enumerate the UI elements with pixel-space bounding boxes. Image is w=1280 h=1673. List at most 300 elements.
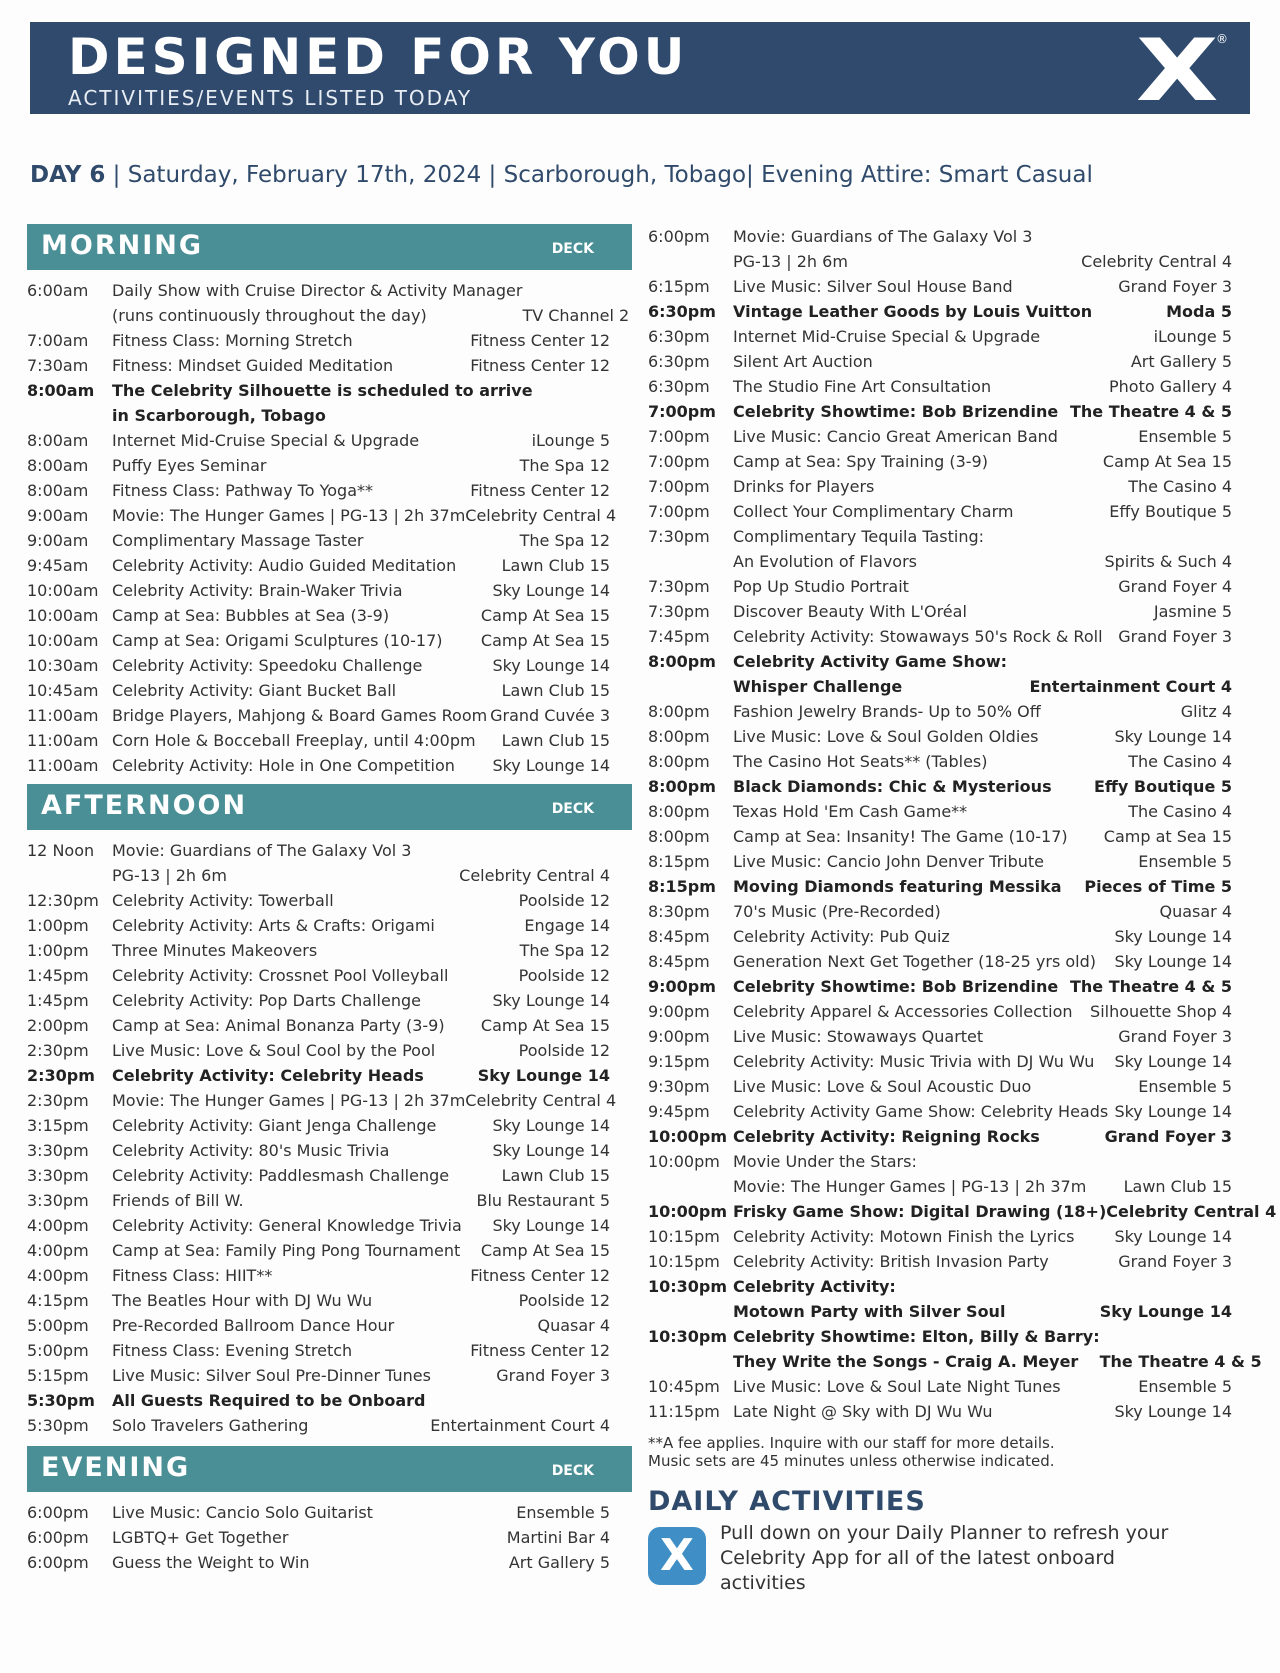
event-name	[112, 378, 610, 428]
schedule-row	[648, 924, 1232, 949]
event-time: 8:15pm	[648, 877, 716, 896]
event-time: 5:00pm	[27, 1341, 89, 1360]
event-venue: Poolside 12	[518, 891, 610, 910]
event-name-line: Celebrity Activity: Music Trivia with DJ Wu Wu	[733, 1052, 1095, 1071]
event-name	[112, 1263, 470, 1288]
event-name	[733, 224, 1081, 274]
morning-schedule	[27, 278, 632, 778]
event-name	[733, 349, 1131, 374]
schedule-row	[648, 574, 1232, 599]
event-time: 5:30pm	[27, 1416, 89, 1435]
schedule-row	[27, 378, 632, 428]
right-column	[648, 224, 1277, 1594]
event-name-line: Camp at Sea: Animal Bonanza Party (3-9)	[112, 1016, 445, 1035]
schedule-row	[27, 913, 632, 938]
event-venue: Grand Foyer 4	[1118, 577, 1232, 596]
event-name	[112, 1388, 610, 1413]
event-venue: Poolside 12	[518, 1291, 610, 1310]
event-name-line: Celebrity Activity: General Knowledge Trivia	[112, 1216, 462, 1235]
event-name	[112, 1188, 476, 1213]
event-time: 10:15pm	[648, 1252, 720, 1271]
event-time: 7:00pm	[648, 477, 710, 496]
event-name	[112, 1363, 496, 1388]
event-time: 9:45pm	[648, 1102, 710, 1121]
event-time: 6:00pm	[648, 227, 710, 246]
event-name-line: Complimentary Massage Taster	[112, 531, 364, 550]
event-time: 7:00pm	[648, 502, 710, 521]
deck-label: DECK	[551, 801, 594, 817]
event-venue: Grand Foyer 3	[1104, 1127, 1232, 1146]
event-venue: Grand Foyer 3	[1118, 627, 1232, 646]
schedule-row	[648, 1099, 1232, 1124]
event-name	[112, 1213, 492, 1238]
event-name-line: Bridge Players, Mahjong & Board Games Room	[112, 706, 488, 725]
event-venue: Sky Lounge 14	[492, 656, 610, 675]
schedule-row	[27, 988, 632, 1013]
event-time: 1:45pm	[27, 991, 89, 1010]
schedule-row	[648, 299, 1232, 324]
event-name-line: Live Music: Silver Soul House Band	[733, 277, 1013, 296]
event-time: 9:00am	[27, 506, 89, 525]
event-venue: Effy Boutique 5	[1109, 502, 1232, 521]
event-venue: Celebrity Central 4	[459, 866, 610, 885]
schedule-row	[27, 1313, 632, 1338]
event-name-line: Celebrity Activity: Stowaways 50's Rock & Roll	[733, 627, 1103, 646]
event-name	[112, 913, 524, 938]
event-time: 9:30pm	[648, 1077, 710, 1096]
event-name-line: All Guests Required to be Onboard	[112, 1391, 426, 1410]
event-name-line: Friends of Bill W.	[112, 1191, 244, 1210]
event-venue: The Theatre 4 & 5	[1099, 1352, 1262, 1371]
event-name	[733, 774, 1094, 799]
event-venue: Camp At Sea 15	[480, 1016, 610, 1035]
schedule-row	[648, 999, 1232, 1024]
event-venue: The Theatre 4 & 5	[1070, 402, 1232, 421]
schedule-row	[648, 1124, 1232, 1149]
event-venue: Camp At Sea 15	[1102, 452, 1232, 471]
event-name-line: Frisky Game Show: Digital Drawing (18+)	[733, 1202, 1107, 1221]
event-name	[733, 1274, 1100, 1324]
event-time: 12 Noon	[27, 841, 95, 860]
schedule-row	[27, 1238, 632, 1263]
event-time: 7:30pm	[648, 577, 710, 596]
schedule-row	[648, 1324, 1262, 1374]
event-venue: Entertainment Court 4	[1029, 677, 1232, 696]
schedule-row	[27, 938, 632, 963]
event-name	[733, 1399, 1114, 1424]
event-name-line: Celebrity Activity: Reigning Rocks	[733, 1127, 1040, 1146]
event-name-line: Movie: Guardians of The Galaxy Vol 3	[733, 227, 1033, 246]
event-time: 8:00pm	[648, 802, 710, 821]
section-title: MORNING	[41, 230, 204, 261]
event-venue: Quasar 4	[1159, 902, 1232, 921]
event-time: 6:30pm	[648, 377, 710, 396]
event-name	[733, 999, 1090, 1024]
schedule-row	[27, 728, 632, 753]
schedule-row	[648, 749, 1232, 774]
event-venue: Effy Boutique 5	[1094, 777, 1232, 796]
event-name-line: Discover Beauty With L'Oréal	[733, 602, 967, 621]
event-venue: Sky Lounge 14	[492, 1116, 610, 1135]
event-name-line: PG-13 | 2h 6m	[733, 252, 848, 271]
event-name-line: Daily Show with Cruise Director & Activity Manager	[112, 281, 523, 300]
event-name-line: Celebrity Apparel & Accessories Collection	[733, 1002, 1073, 1021]
event-time: 8:00pm	[648, 777, 716, 796]
header-banner	[30, 21, 1250, 121]
schedule-row	[648, 1374, 1232, 1399]
event-name-line: Camp at Sea: Spy Training (3-9)	[733, 452, 988, 471]
schedule-row	[27, 428, 632, 453]
event-venue: Ensemble 5	[1138, 852, 1232, 871]
event-name-line: Moving Diamonds featuring Messika	[733, 877, 1062, 896]
event-name-line: Celebrity Activity:	[733, 1277, 896, 1296]
event-venue: Blu Restaurant 5	[476, 1191, 610, 1210]
event-name-line: Celebrity Showtime: Elton, Billy & Barry:	[733, 1327, 1100, 1346]
event-time: 11:00am	[27, 731, 99, 750]
event-time: 4:00pm	[27, 1266, 89, 1285]
registered-mark: ®	[1216, 32, 1228, 46]
event-name-line: Whisper Challenge	[733, 677, 903, 696]
event-name	[733, 1249, 1118, 1274]
event-name	[112, 578, 492, 603]
schedule-row	[648, 524, 1232, 574]
event-name-line: Camp at Sea: Origami Sculptures (10-17)	[112, 631, 443, 650]
event-name	[112, 428, 532, 453]
event-name-line: Celebrity Showtime: Bob Brizendine	[733, 977, 1059, 996]
event-venue: Sky Lounge 14	[1114, 1402, 1232, 1421]
event-name-line: Fitness: Mindset Guided Meditation	[112, 356, 394, 375]
event-time: 8:30pm	[648, 902, 710, 921]
event-name	[733, 524, 1104, 574]
event-venue: Art Gallery 5	[508, 1553, 610, 1572]
event-venue: Sky Lounge 14	[492, 1216, 610, 1235]
event-time: 7:30am	[27, 356, 89, 375]
schedule-row	[648, 1399, 1232, 1424]
event-time: 10:45pm	[648, 1377, 720, 1396]
event-name	[733, 849, 1138, 874]
left-column	[27, 224, 632, 1575]
event-name	[733, 1374, 1138, 1399]
event-name	[112, 1238, 481, 1263]
event-name-line: Movie: The Hunger Games | PG-13 | 2h 37m	[112, 1091, 466, 1110]
page-title: DESIGNED FOR YOU	[68, 28, 689, 86]
event-name	[733, 874, 1084, 899]
event-time: 8:00am	[27, 381, 95, 400]
event-name	[733, 1324, 1100, 1374]
event-name	[112, 628, 481, 653]
event-time: 10:00pm	[648, 1152, 720, 1171]
event-venue: Grand Foyer 3	[1118, 277, 1232, 296]
section-header-afternoon	[27, 784, 632, 830]
schedule-row	[648, 974, 1232, 999]
event-name	[733, 399, 1070, 424]
event-name	[733, 1049, 1114, 1074]
event-time: 11:00am	[27, 756, 99, 775]
schedule-row	[648, 1249, 1232, 1274]
event-name	[733, 1224, 1114, 1249]
event-time: 3:30pm	[27, 1191, 89, 1210]
event-name-line: Celebrity Activity: Celebrity Heads	[112, 1066, 424, 1085]
event-name-line: Celebrity Activity: Motown Finish the Lyrics	[733, 1227, 1075, 1246]
event-time: 6:30pm	[648, 302, 716, 321]
event-venue: Grand Cuvée 3	[490, 706, 610, 725]
event-name	[112, 1413, 430, 1438]
event-name	[112, 728, 502, 753]
event-name-line: Celebrity Activity: Giant Jenga Challenge	[112, 1116, 437, 1135]
schedule-row	[27, 1388, 632, 1413]
event-name	[733, 974, 1070, 999]
schedule-row	[648, 699, 1232, 724]
event-venue: Ensemble 5	[1138, 427, 1232, 446]
event-name-line: Complimentary Tequila Tasting:	[733, 527, 985, 546]
event-time: 10:00am	[27, 631, 99, 650]
schedule-row	[27, 453, 632, 478]
daily-activities-box	[648, 1521, 1232, 1594]
event-time: 9:15pm	[648, 1052, 710, 1071]
event-name	[733, 424, 1138, 449]
event-time: 10:00am	[27, 606, 99, 625]
event-venue: Sky Lounge 14	[492, 581, 610, 600]
event-time: 7:00pm	[648, 402, 716, 421]
schedule-row	[648, 1049, 1232, 1074]
event-name-line: Celebrity Activity Game Show: Celebrity Heads	[733, 1102, 1109, 1121]
event-venue: The Spa 12	[519, 531, 610, 550]
schedule-row	[27, 1213, 632, 1238]
event-name	[112, 528, 520, 553]
daily-activities-text: Pull down on your Daily Planner to refresh your Celebrity App for all of the latest onboard activities	[720, 1522, 1169, 1594]
fee-note	[648, 1434, 1232, 1470]
schedule-row	[648, 274, 1232, 299]
event-name-line: Celebrity Activity Game Show:	[733, 652, 1008, 671]
event-time: 3:30pm	[27, 1141, 89, 1160]
event-name	[733, 1074, 1138, 1099]
event-venue: Lawn Club 15	[501, 681, 610, 700]
event-time: 5:30pm	[27, 1391, 95, 1410]
schedule-row	[648, 774, 1232, 799]
event-venue: Silhouette Shop 4	[1090, 1002, 1232, 1021]
event-name-line: Black Diamonds: Chic & Mysterious	[733, 777, 1052, 796]
schedule-row	[27, 1013, 632, 1038]
event-time: 8:00am	[27, 431, 89, 450]
event-venue: Grand Foyer 3	[496, 1366, 610, 1385]
event-name	[733, 499, 1109, 524]
event-time: 8:15pm	[648, 852, 710, 871]
event-name-line: Celebrity Showtime: Bob Brizendine	[733, 402, 1059, 421]
schedule-row	[27, 553, 632, 578]
event-time: 11:15pm	[648, 1402, 720, 1421]
event-time: 2:30pm	[27, 1066, 95, 1085]
event-name-line: Live Music: Love & Soul Late Night Tunes	[733, 1377, 1061, 1396]
event-name	[733, 1024, 1118, 1049]
event-name	[733, 724, 1114, 749]
schedule-row	[27, 753, 632, 778]
day-number: DAY 6	[30, 162, 106, 188]
event-name-line: The Celebrity Silhouette is scheduled to arrive	[112, 381, 533, 400]
event-venue: The Spa 12	[519, 456, 610, 475]
event-time: 6:00pm	[27, 1553, 89, 1572]
event-time: 5:15pm	[27, 1366, 89, 1385]
section-title: AFTERNOON	[41, 790, 248, 821]
event-venue: Grand Foyer 3	[1118, 1252, 1232, 1271]
event-name	[112, 503, 465, 528]
page-subtitle: ACTIVITIES/EVENTS LISTED TODAY	[68, 86, 473, 110]
event-time: 3:15pm	[27, 1116, 89, 1135]
event-name	[112, 888, 519, 913]
event-venue: Entertainment Court 4	[430, 1416, 610, 1435]
event-time: 7:00am	[27, 331, 89, 350]
event-name-line: (runs continuously throughout the day)	[112, 306, 427, 325]
event-venue: The Casino 4	[1128, 752, 1232, 771]
event-name-line: Celebrity Activity: Audio Guided Meditation	[112, 556, 457, 575]
event-venue: Camp at Sea 15	[1103, 827, 1232, 846]
schedule-row	[648, 624, 1232, 649]
event-name	[112, 1163, 502, 1188]
event-venue: Ensemble 5	[1138, 1377, 1232, 1396]
event-time: 6:15pm	[648, 277, 710, 296]
schedule-row	[648, 1199, 1277, 1224]
afternoon-schedule	[27, 838, 632, 1438]
schedule-row	[648, 349, 1232, 374]
event-venue: Sky Lounge 14	[1114, 727, 1232, 746]
evening-schedule-continued	[648, 224, 1277, 1424]
event-name-line: Fashion Jewelry Brands- Up to 50% Off	[733, 702, 1041, 721]
event-name	[733, 749, 1128, 774]
event-name-line: LGBTQ+ Get Together	[112, 1528, 289, 1547]
schedule-row	[27, 888, 632, 913]
event-venue: Photo Gallery 4	[1109, 377, 1232, 396]
event-time: 5:00pm	[27, 1316, 89, 1335]
event-venue: Jasmine 5	[1153, 602, 1232, 621]
event-venue: Grand Foyer 3	[1118, 1027, 1232, 1046]
event-name	[733, 799, 1128, 824]
event-name-line: Live Music: Silver Soul Pre-Dinner Tunes	[112, 1366, 431, 1385]
event-name	[112, 278, 522, 328]
event-name-line: PG-13 | 2h 6m	[112, 866, 227, 885]
event-name	[733, 949, 1114, 974]
event-name-line: Three Minutes Makeovers	[112, 941, 318, 960]
event-name-line: Internet Mid-Cruise Special & Upgrade	[112, 431, 420, 450]
schedule-row	[648, 499, 1232, 524]
event-name-line: Celebrity Activity: Arts & Crafts: Origami	[112, 916, 435, 935]
event-time: 9:00pm	[648, 1027, 710, 1046]
schedule-row	[648, 724, 1232, 749]
event-name-line: The Studio Fine Art Consultation	[733, 377, 992, 396]
event-name	[733, 274, 1118, 299]
event-name	[112, 988, 492, 1013]
event-venue: iLounge 5	[1153, 327, 1232, 346]
celebrity-app-icon: X	[648, 1527, 706, 1585]
event-time: 10:30pm	[648, 1277, 728, 1296]
schedule-row	[27, 963, 632, 988]
event-name	[733, 899, 1159, 924]
event-name-line: Puffy Eyes Seminar	[112, 456, 267, 475]
event-venue: Martini Bar 4	[506, 1528, 610, 1547]
event-venue: Celebrity Central 4	[465, 1091, 617, 1110]
schedule-row	[648, 949, 1232, 974]
event-name	[733, 574, 1118, 599]
event-name	[112, 1138, 492, 1163]
event-time: 6:00pm	[27, 1503, 89, 1522]
schedule-row	[27, 478, 632, 503]
schedule-row	[648, 399, 1232, 424]
event-name	[112, 478, 470, 503]
schedule-row	[27, 578, 632, 603]
event-venue: Celebrity Central 4	[1106, 1202, 1277, 1221]
event-name-line: Celebrity Activity: Hole in One Competition	[112, 756, 455, 775]
event-venue: Quasar 4	[537, 1316, 610, 1335]
event-name-line: Live Music: Love & Soul Acoustic Duo	[733, 1077, 1032, 1096]
event-venue: Celebrity Central 4	[465, 506, 617, 525]
event-time: 4:00pm	[27, 1216, 89, 1235]
event-name	[733, 699, 1181, 724]
event-time: 7:30pm	[648, 602, 710, 621]
event-name-line: Movie: The Hunger Games | PG-13 | 2h 37m	[733, 1177, 1087, 1196]
event-name	[112, 653, 492, 678]
event-time: 8:00am	[27, 481, 89, 500]
schedule-row	[648, 799, 1232, 824]
event-name	[112, 1288, 519, 1313]
event-name-line: Celebrity Activity: Brain-Waker Trivia	[112, 581, 403, 600]
event-name-line: Pop Up Studio Portrait	[733, 577, 909, 596]
event-name	[112, 678, 502, 703]
schedule-row	[27, 1113, 632, 1138]
event-name	[112, 1013, 481, 1038]
event-time: 12:30pm	[27, 891, 99, 910]
section-header-evening	[27, 1446, 632, 1492]
event-venue: Sky Lounge 14	[1114, 927, 1232, 946]
event-time: 10:00am	[27, 581, 99, 600]
event-venue: Lawn Club 15	[501, 731, 610, 750]
schedule-row	[27, 1288, 632, 1313]
event-venue: Ensemble 5	[1138, 1077, 1232, 1096]
event-name-line: Late Night @ Sky with DJ Wu Wu	[733, 1402, 993, 1421]
event-venue: Sky Lounge 14	[477, 1066, 610, 1085]
event-time: 10:45am	[27, 681, 99, 700]
event-time: 1:00pm	[27, 941, 89, 960]
event-time: 7:30pm	[648, 527, 710, 546]
event-name-line: Fitness Class: Pathway To Yoga**	[112, 481, 373, 500]
event-name	[733, 324, 1154, 349]
event-name-line: Live Music: Love & Soul Cool by the Pool	[112, 1041, 436, 1060]
event-name-line: Silent Art Auction	[733, 352, 873, 371]
event-name-line: Motown Party with Silver Soul	[733, 1302, 1006, 1321]
schedule-row	[648, 599, 1232, 624]
event-venue: Camp At Sea 15	[480, 606, 610, 625]
schedule-row	[27, 1263, 632, 1288]
event-name	[733, 1149, 1124, 1199]
event-name-line: Celebrity Activity: Pop Darts Challenge	[112, 991, 421, 1010]
music-sets-note-line: Music sets are 45 minutes unless otherwise indicated.	[648, 1452, 1055, 1470]
event-name	[112, 1550, 509, 1575]
schedule-row	[648, 374, 1232, 399]
event-name-line: Fitness Class: Morning Stretch	[112, 331, 353, 350]
schedule-row	[648, 824, 1232, 849]
event-name	[112, 1500, 516, 1525]
schedule-row	[27, 1188, 632, 1213]
event-name	[733, 449, 1103, 474]
event-time: 8:00pm	[648, 727, 710, 746]
event-venue: Fitness Center 12	[470, 1341, 610, 1360]
event-venue: Engage 14	[524, 916, 610, 935]
schedule-row	[27, 353, 632, 378]
schedule-row	[27, 678, 632, 703]
event-venue: Fitness Center 12	[470, 481, 610, 500]
event-name-line: Celebrity Activity: Crossnet Pool Volleyball	[112, 966, 449, 985]
event-time: 1:00pm	[27, 916, 89, 935]
schedule-row	[27, 1500, 632, 1525]
event-name-line: Vintage Leather Goods by Louis Vuitton	[733, 302, 1093, 321]
schedule-row	[648, 1224, 1232, 1249]
